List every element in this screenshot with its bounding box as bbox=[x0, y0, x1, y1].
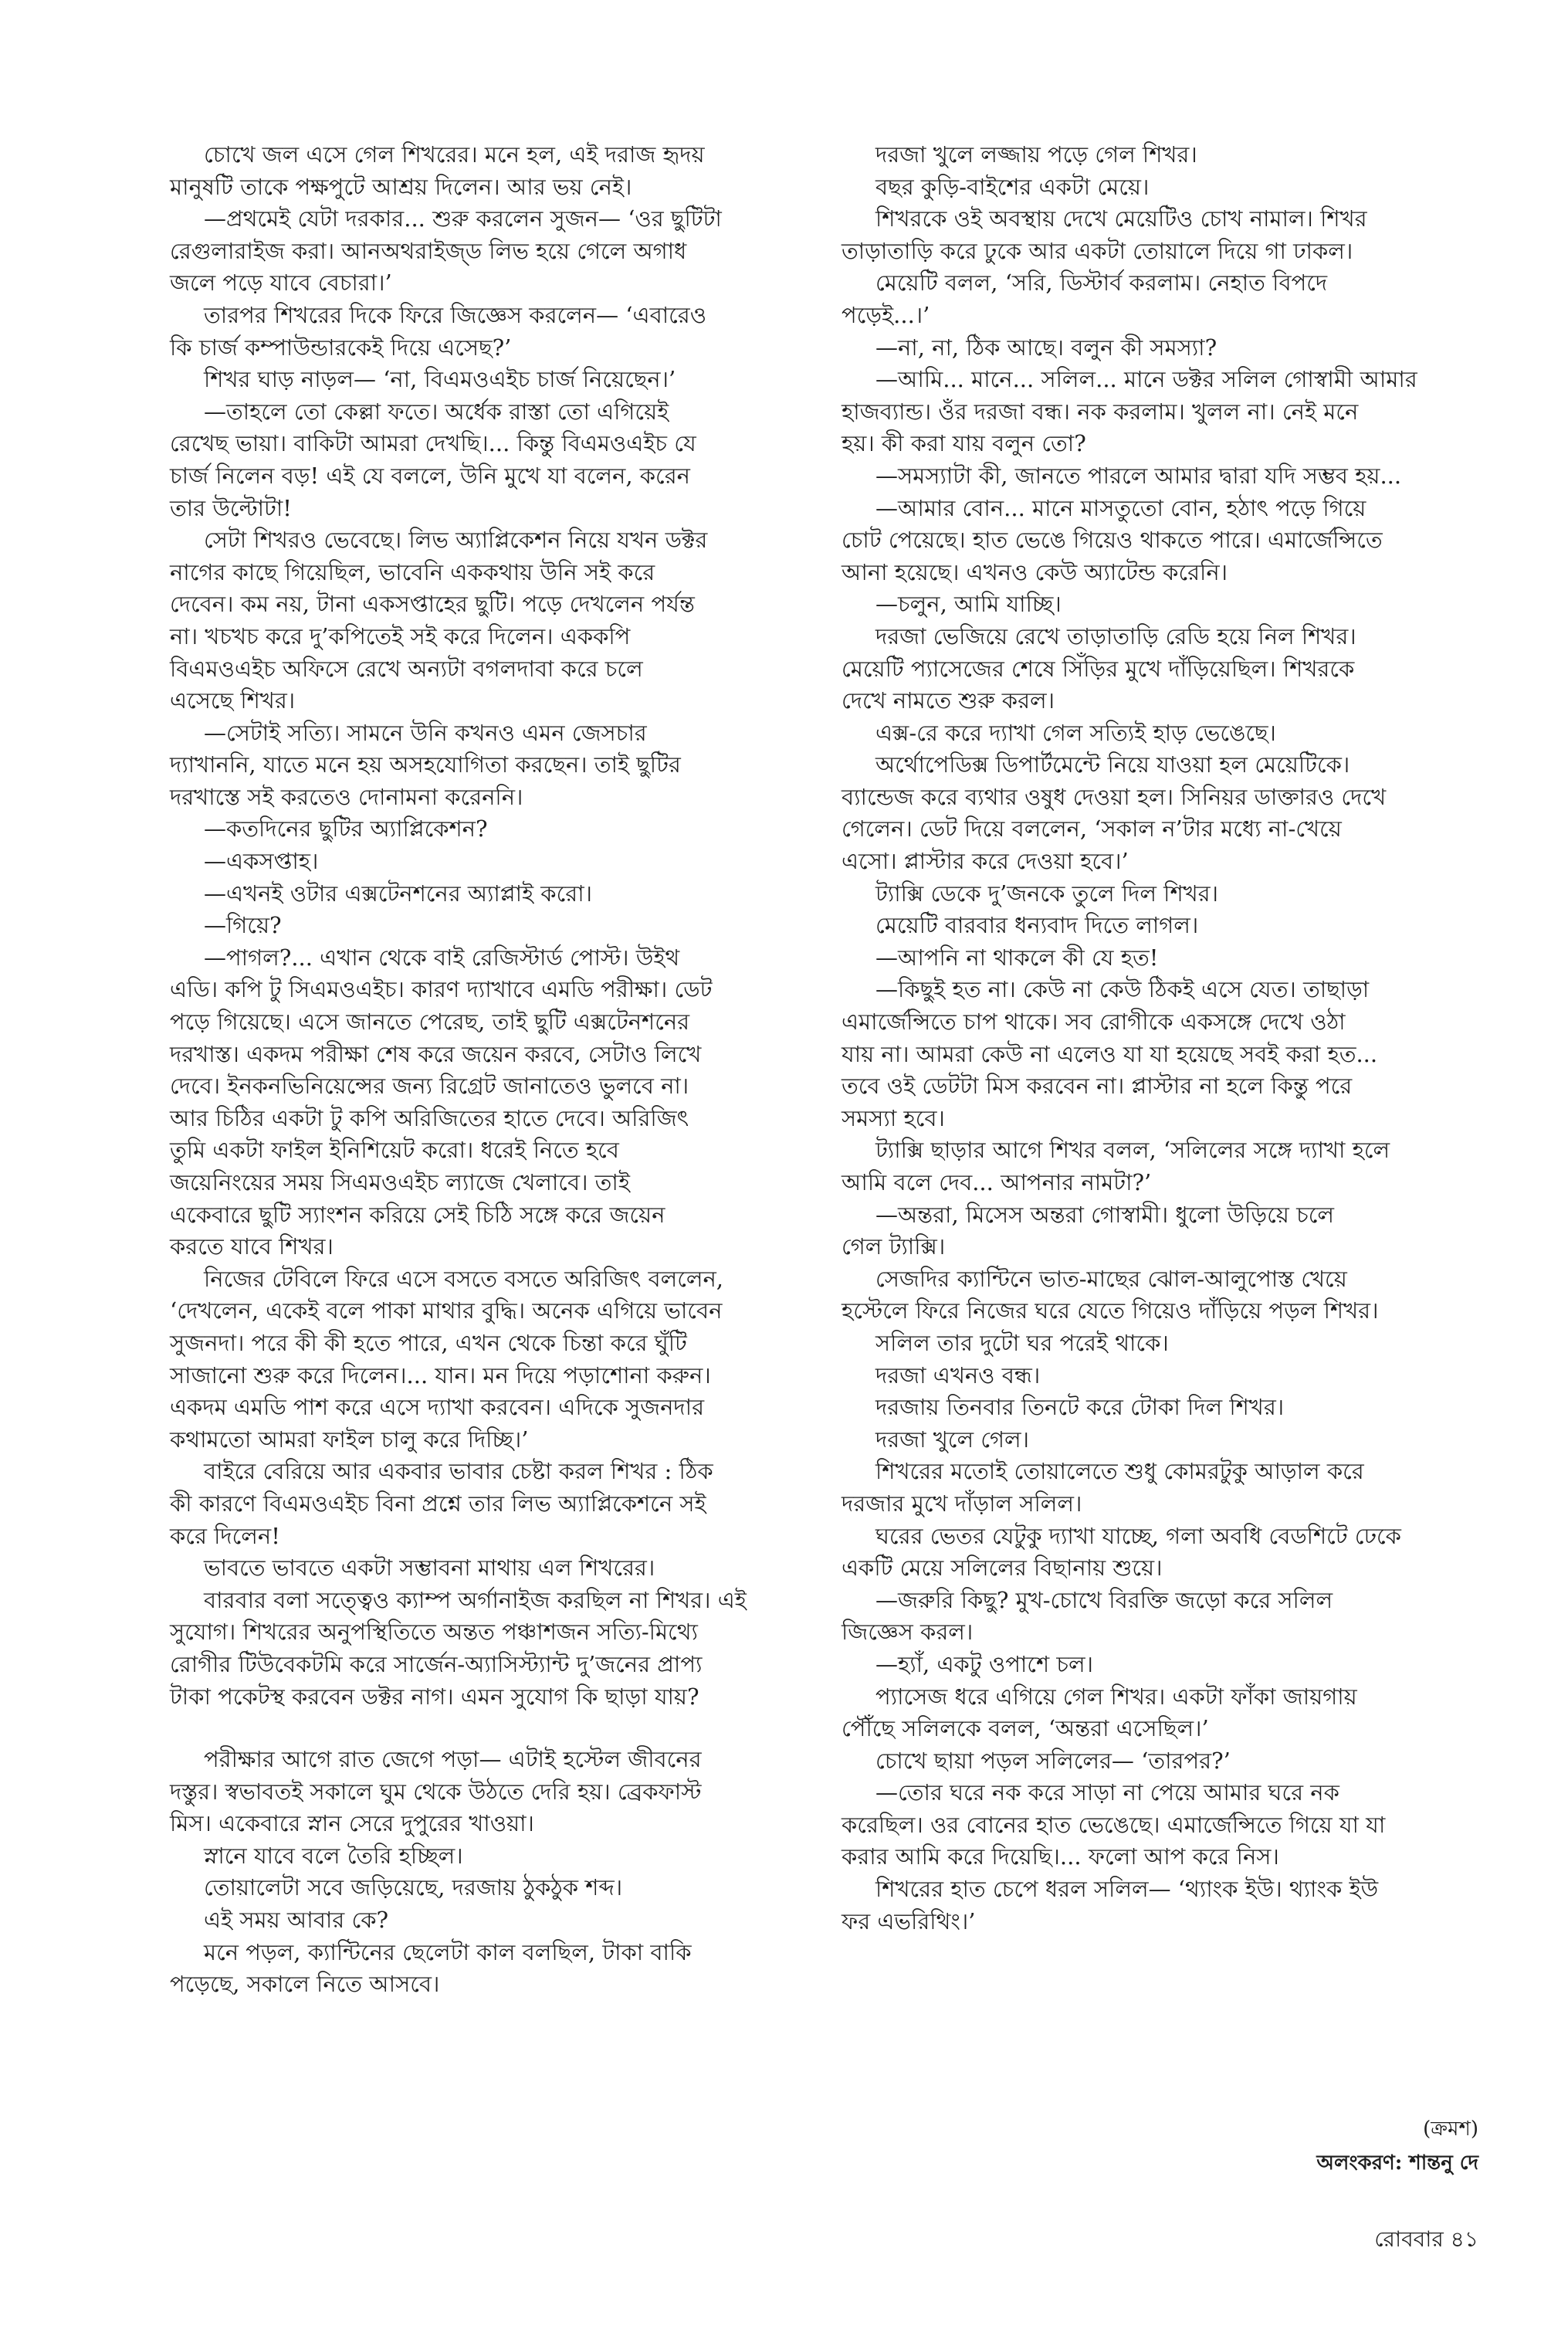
text-line: এমার্জেন্সিতে চাপ থাকে। সব রোগীকে একসঙ্গে দেখে ওঠা bbox=[842, 1009, 1346, 1036]
text-line: তারপর শিখরের দিকে ফিরে জিজ্ঞেস করলেন— ‘এবারেও bbox=[204, 301, 707, 328]
text-line: হাজব্যান্ড। ওঁর দরজা বন্ধ। নক করলাম। খুলল না। নেই মনে bbox=[842, 398, 1359, 425]
text-line: ট্যাক্সি ডেকে দু’জনকে তুলে দিল শিখর। bbox=[875, 880, 1219, 907]
text-line: —না, না, ঠিক আছে। বলুন কী সমস্যা? bbox=[875, 334, 1217, 361]
text-line: —আমার বোন... মানে মাসতুতো বোন, হঠাৎ পড়ে গিয়ে bbox=[875, 494, 1366, 521]
text-line: স্নানে যাবে বলে তৈরি হচ্ছিল। bbox=[204, 1842, 463, 1869]
text-line: জলে পড়ে যাবে বেচারা।’ bbox=[170, 270, 392, 297]
text-line: প্যাসেজ ধরে এগিয়ে গেল শিখর। একটা ফাঁকা জায়গায় bbox=[875, 1683, 1357, 1710]
text-line: মানুষটি তাকে পক্ষপুটে আশ্রয় দিলেন। আর ভয় নেই। bbox=[170, 173, 632, 200]
text-line: ব্যান্ডেজ করে ব্যথার ওষুধ দেওয়া হল। সিনিয়র ডাক্তারও দেখে bbox=[842, 783, 1387, 810]
text-line: ভাবতে ভাবতে একটা সম্ভাবনা মাথায় এল শিখরের। bbox=[204, 1555, 655, 1582]
text-line: কী কারণে বিএমওএইচ বিনা প্রশ্নে তার লিভ অ্যাপ্লিকেশনে সই bbox=[170, 1490, 706, 1517]
text-line: শিখরের হাত চেপে ধরল সলিল— ‘থ্যাংক ইউ। থ্যাংক ইউ bbox=[875, 1876, 1379, 1903]
section-break bbox=[170, 1713, 818, 1744]
text-line: এক্স-রে করে দ্যাখা গেল সত্যিই হাড় ভেঙেছে। bbox=[875, 719, 1276, 746]
text-line: —চলুন, আমি যাচ্ছি। bbox=[875, 591, 1062, 618]
text-line: যায় না। আমরা কেউ না এলেও যা যা হয়েছে সবই করা হত... bbox=[842, 1040, 1378, 1067]
page-footer: রোববার ৪১ bbox=[1374, 2226, 1478, 2252]
text-line: দরজা এখনও বন্ধ। bbox=[875, 1361, 1041, 1388]
text-line: করতে যাবে শিখর। bbox=[170, 1233, 334, 1260]
text-line: —তোর ঘরে নক করে সাড়া না পেয়ে আমার ঘরে নক bbox=[875, 1779, 1339, 1806]
text-line: বিএমওএইচ অফিসে রেখে অন্যটা বগলদাবা করে চলে bbox=[170, 655, 643, 682]
text-line: একদম এমডি পাশ করে এসে দ্যাখা করবেন। এদিকে সুজনদার bbox=[170, 1394, 705, 1421]
text-line: সলিল তার দুটো ঘর পরেই থাকে। bbox=[875, 1329, 1169, 1356]
text-line: পরীক্ষার আগে রাত জেগে পড়া— এটাই হস্টেল জীবনের bbox=[204, 1746, 702, 1773]
left-column bbox=[170, 139, 818, 2001]
text-line: দ্যাখাননি, যাতে মনে হয় অসহযোগিতা করছেন। তাই ছুটির bbox=[170, 751, 681, 778]
text-line: আনা হয়েছে। এখনও কেউ অ্যাটেন্ড করেনি। bbox=[842, 558, 1228, 585]
text-line: —সেটাই সত্যি। সামনে উনি কখনও এমন জেসচার bbox=[204, 719, 647, 746]
text-line: এসো। প্লাস্টার করে দেওয়া হবে।’ bbox=[842, 848, 1129, 875]
text-line: পড়েই...।’ bbox=[842, 301, 930, 328]
text-line: করেছিল। ওর বোনের হাত ভেঙেছে। এমার্জেন্সিতে গিয়ে যা যা bbox=[842, 1811, 1386, 1838]
text-line: শিখরকে ওই অবস্থায় দেখে মেয়েটিও চোখ নামাল। শিখর bbox=[875, 205, 1367, 232]
text-line: গেল ট্যাক্সি। bbox=[842, 1233, 946, 1260]
text-line: মেয়েটি বারবার ধন্যবাদ দিতে লাগল। bbox=[875, 912, 1199, 939]
continued-marker: (ক্রমশ) bbox=[1423, 2117, 1478, 2141]
text-line: নাগের কাছে গিয়েছিল, ভাবেনি এককথায় উনি সই করে bbox=[170, 558, 655, 585]
text-line: মেয়েটি প্যাসেজের শেষে সিঁড়ির মুখে দাঁড়িয়েছিল। শিখরকে bbox=[842, 655, 1355, 682]
text-line: হয়। কী করা যায় বলুন তো? bbox=[842, 430, 1086, 457]
text-line: ট্যাক্সি ছাড়ার আগে শিখর বলল, ‘সলিলের সঙ্গে দ্যাখা হলে bbox=[875, 1137, 1390, 1164]
illustration-credit: অলংকরণ: শান্তনু দে bbox=[1316, 2151, 1478, 2175]
text-line: এই সময় আবার কে? bbox=[204, 1907, 389, 1934]
text-line: তাড়াতাড়ি করে ঢুকে আর একটা তোয়ালে দিয়ে গা ঢাকল। bbox=[842, 237, 1353, 264]
text-line: ‘দেখলেন, একেই বলে পাকা মাথার বুদ্ধি। অনেক এগিয়ে ভাবেন bbox=[170, 1297, 723, 1324]
text-line: জয়েনিংয়ের সময় সিএমওএইচ ল্যাজে খেলাবে। তাই bbox=[170, 1169, 630, 1195]
text-line: মনে পড়ল, ক্যান্টিনের ছেলেটা কাল বলছিল, টাকা বাকি bbox=[204, 1938, 692, 1965]
text-line: সুজনদা। পরে কী কী হতে পারে, এখন থেকে চিন্তা করে ঘুঁটি bbox=[170, 1329, 687, 1356]
text-line: না। খচখচ করে দু’কপিতেই সই করে দিলেন। এককপি bbox=[170, 622, 631, 649]
text-line: দরজায় তিনবার তিনটে করে টোকা দিল শিখর। bbox=[875, 1394, 1285, 1421]
text-line: শিখরের মতোই তোয়ালেতে শুধু কোমরটুকু আড়াল করে bbox=[875, 1458, 1364, 1485]
text-line: টাকা পকেটস্থ করবেন ডক্টর নাগ। এমন সুযোগ কি ছাড়া যায়? bbox=[170, 1683, 699, 1710]
text-line: শিখর ঘাড় নাড়ল— ‘না, বিএমওএইচ চার্জ নিয়েছেন।’ bbox=[204, 366, 676, 393]
text-line: —প্রথমেই যেটা দরকার... শুরু করলেন সুজন— ‘ওর ছুটিটা bbox=[204, 205, 722, 232]
text-line: চোখে ছায়া পড়ল সলিলের— ‘তারপর?’ bbox=[875, 1747, 1231, 1774]
text-line: গেলেন। ডেট দিয়ে বললেন, ‘সকাল ন’টার মধ্যে না-খেয়ে bbox=[842, 815, 1342, 843]
text-line: দরখাস্তে সই করতেও দোনামনা করেননি। bbox=[170, 783, 523, 810]
text-line: দেখে নামতে শুরু করল। bbox=[842, 687, 1055, 714]
text-line: দরজা খুলে লজ্জায় পড়ে গেল শিখর। bbox=[875, 141, 1197, 168]
text-line: সেজদির ক্যান্টিনে ভাত-মাছের ঝোল-আলুপোস্ত খেয়ে bbox=[875, 1265, 1347, 1292]
text-line: —সমস্যাটা কী, জানতে পারলে আমার দ্বারা যদি সম্ভব হয়... bbox=[875, 462, 1402, 489]
text-line: তবে ওই ডেটটা মিস করবেন না। প্লাস্টার না হলে কিন্তু পরে bbox=[842, 1073, 1353, 1100]
text-line: এডি। কপি টু সিএমওএইচ। কারণ দ্যাখাবে এমডি পরীক্ষা। ডেট bbox=[170, 976, 713, 1003]
text-line: রেগুলারাইজ করা। আনঅথরাইজ্‌ড লিভ হয়ে গেলে অগাধ bbox=[170, 237, 687, 264]
text-line: সেটা শিখরও ভেবেছে। লিভ অ্যাপ্লিকেশন নিয়ে যখন ডক্টর bbox=[204, 527, 708, 554]
text-line: চার্জ নিলেন বড়! এই যে বললে, উনি মুখে যা বলেন, করেন bbox=[170, 462, 690, 489]
text-line: আমি বলে দেব... আপনার নামটা?’ bbox=[842, 1169, 1152, 1195]
text-line: দরখাস্ত। একদম পরীক্ষা শেষ করে জয়েন করবে, সেটাও লিখে bbox=[170, 1040, 702, 1067]
text-line: দেবে। ইনকনভিনিয়েন্সের জন্য রিগ্রেট জানাতেও ভুলবে না। bbox=[170, 1073, 689, 1100]
text-line: —জরুরি কিছু? মুখ-চোখে বিরক্তি জড়ো করে সলিল bbox=[875, 1586, 1333, 1613]
text-line: রোগীর টিউবেকটমি করে সার্জেন-অ্যাসিস্ট্যান্ট দু’জনের প্রাপ্য bbox=[170, 1650, 703, 1677]
text-line: দস্তুর। স্বভাবতই সকালে ঘুম থেকে উঠতে দেরি হয়। ব্রেকফাস্ট bbox=[170, 1778, 702, 1805]
text-line: বছর কুড়ি-বাইশের একটা মেয়ে। bbox=[875, 173, 1150, 200]
text-line: এসেছে শিখর। bbox=[170, 687, 296, 714]
text-line: —কিছুই হত না। কেউ না কেউ ঠিকই এসে যেত। তাছাড়া bbox=[875, 976, 1370, 1003]
text-line: পড়েছে, সকালে নিতে আসবে। bbox=[170, 1971, 440, 1998]
text-line: তোয়ালেটা সবে জড়িয়েছে, দরজায় ঠুকঠুক শব্দ। bbox=[204, 1874, 623, 1901]
text-line: —হ্যাঁ, একটু ওপাশে চল। bbox=[875, 1650, 1093, 1677]
right-column bbox=[842, 139, 1475, 1938]
text-line: সমস্যা হবে। bbox=[842, 1104, 945, 1131]
text-line: দরজার মুখে দাঁড়াল সলিল। bbox=[842, 1490, 1082, 1517]
text-line: —আমি... মানে... সলিল... মানে ডক্টর সলিল গোস্বামী আমার bbox=[875, 366, 1417, 393]
text-line: মিস। একেবারে স্নান সেরে দুপুরের খাওয়া। bbox=[170, 1810, 534, 1837]
text-line: —অন্তরা, মিসেস অন্তরা গোস্বামী। ধুলো উড়িয়ে চলে bbox=[875, 1201, 1334, 1228]
text-line: করার আমি করে দিয়েছি।... ফলো আপ করে নিস। bbox=[842, 1843, 1279, 1870]
text-line: রেখেছ ভায়া। বাকিটা আমরা দেখছি।... কিন্তু বিএমওএইচ যে bbox=[170, 430, 696, 457]
text-line: সাজানো শুরু করে দিলেন।... যান। মন দিয়ে পড়াশোনা করুন। bbox=[170, 1361, 711, 1388]
text-line: একেবারে ছুটি স্যাংশন করিয়ে সেই চিঠি সঙ্গে করে জয়েন bbox=[170, 1201, 665, 1228]
text-line: বারবার বলা সত্ত্বেও ক্যাম্প অর্গানাইজ করছিল না শিখর। এই bbox=[204, 1586, 747, 1613]
text-line: দরজা ভেজিয়ে রেখে তাড়াতাড়ি রেডি হয়ে নিল শিখর। bbox=[875, 622, 1356, 649]
text-line: —গিয়ে? bbox=[204, 912, 282, 939]
text-line: পৌঁছে সলিলকে বলল, ‘অন্তরা এসেছিল।’ bbox=[842, 1715, 1209, 1742]
text-line: চোখে জল এসে গেল শিখরের। মনে হল, এই দরাজ হৃদয় bbox=[204, 141, 705, 168]
text-line: আর চিঠির একটা টু কপি অরিজিতের হাতে দেবে। অরিজিৎ bbox=[170, 1104, 689, 1131]
text-line: —তাহলে তো কেল্লা ফতে। অর্ধেক রাস্তা তো এগিয়েই bbox=[204, 398, 669, 425]
text-line: পড়ে গিয়েছে। এসে জানতে পেরেছ, তাই ছুটি এক্সটেনশনের bbox=[170, 1009, 690, 1036]
text-line: একটি মেয়ে সলিলের বিছানায় শুয়ে। bbox=[842, 1555, 1163, 1582]
text-line: মেয়েটি বলল, ‘সরি, ডিস্টার্ব করলাম। নেহাত বিপদে bbox=[875, 270, 1328, 297]
text-line: দেবেন। কম নয়, টানা একসপ্তাহের ছুটি। পড়ে দেখলেন পর্যন্ত bbox=[170, 591, 695, 618]
text-line: —একসপ্তাহ। bbox=[204, 848, 319, 875]
text-line: করে দিলেন! bbox=[170, 1522, 280, 1549]
text-line: —আপনি না থাকলে কী যে হত! bbox=[875, 944, 1159, 971]
text-line: চোট পেয়েছে। হাত ভেঙে গিয়েও থাকতে পারে। এমার্জেন্সিতে bbox=[842, 527, 1383, 554]
text-line: হস্টেলে ফিরে নিজের ঘরে যেতে গিয়েও দাঁড়িয়ে পড়ল শিখর। bbox=[842, 1297, 1379, 1324]
text-line: —এখনই ওটার এক্সটেনশনের অ্যাপ্লাই করো। bbox=[204, 880, 592, 907]
text-line: নিজের টেবিলে ফিরে এসে বসতে বসতে অরিজিৎ বললেন, bbox=[204, 1265, 723, 1292]
text-line: জিজ্ঞেস করল। bbox=[842, 1619, 974, 1646]
text-line: ঘরের ভেতর যেটুকু দ্যাখা যাচ্ছে, গলা অবধি বেডশিটে ঢেকে bbox=[875, 1522, 1401, 1549]
text-line: তুমি একটা ফাইল ইনিশিয়েট করো। ধরেই নিতে হবে bbox=[170, 1137, 619, 1164]
text-line: —কতদিনের ছুটির অ্যাপ্লিকেশন? bbox=[204, 815, 488, 843]
text-line: বাইরে বেরিয়ে আর একবার ভাবার চেষ্টা করল শিখর : ঠিক bbox=[204, 1458, 713, 1485]
text-line: কথামতো আমরা ফাইল চালু করে দিচ্ছি।’ bbox=[170, 1426, 529, 1453]
text-line: অর্থোপেডিক্স ডিপার্টমেন্টে নিয়ে যাওয়া হল মেয়েটিকে। bbox=[875, 751, 1350, 778]
text-line: ফর এভরিথিং।’ bbox=[842, 1907, 976, 1934]
text-line: —পাগল?... এখান থেকে বাই রেজিস্টার্ড পোস্ট। উইথ bbox=[204, 944, 680, 971]
text-line: সুযোগ। শিখরের অনুপস্থিতিতে অন্তত পঞ্চাশজন সত্যি-মিথ্যে bbox=[170, 1619, 698, 1646]
text-line: তার উল্টোটা! bbox=[170, 494, 292, 521]
text-line: কি চার্জ কম্পাউন্ডারকেই দিয়ে এসেছ?’ bbox=[170, 334, 512, 361]
text-line: দরজা খুলে গেল। bbox=[875, 1426, 1030, 1453]
